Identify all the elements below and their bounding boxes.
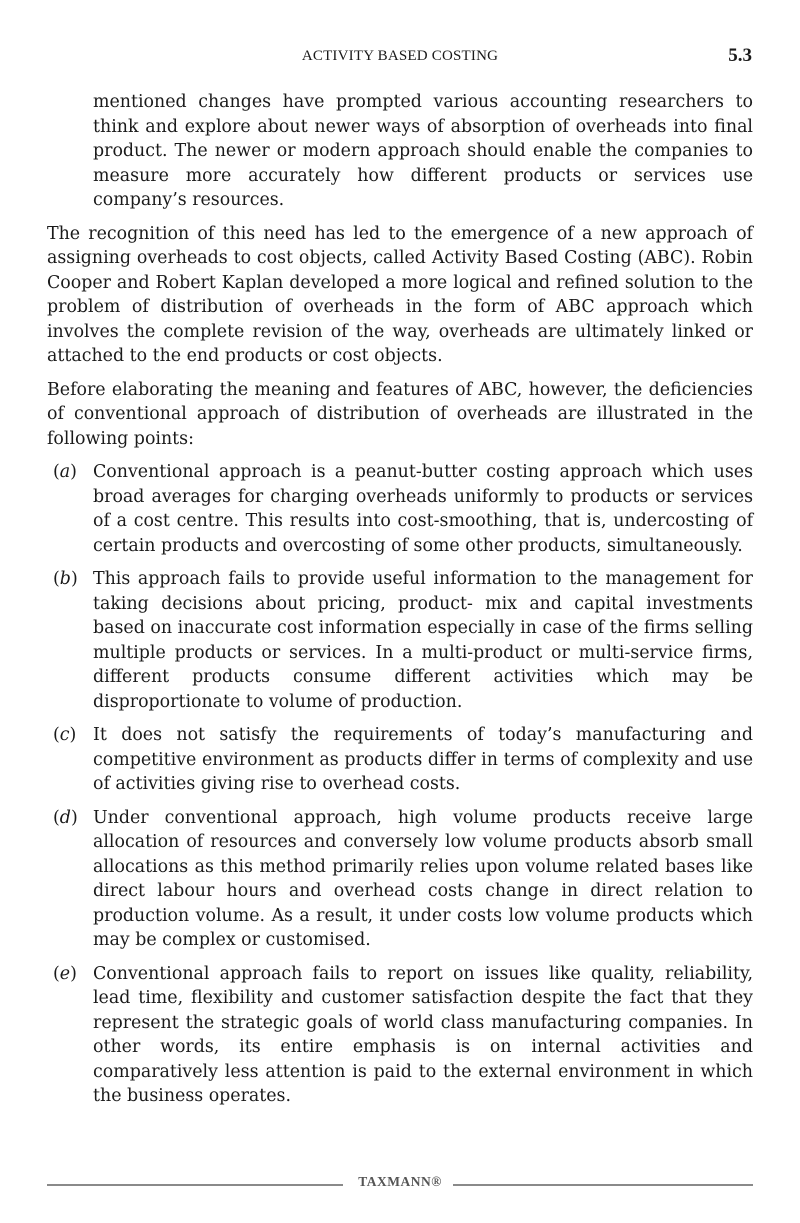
footer-rule-right [453,1184,753,1186]
footer-rule-left [47,1184,343,1186]
running-head [0,46,800,70]
list-item [47,567,753,714]
list-item-text: It does not satisfy the requirements of today’s manufacturing and competitive environment as products differ in terms of complexity and use of activities giving rise to overhead costs. [93,725,753,794]
list-item [47,723,753,797]
before-paragraph: Before elaborating the meaning and features of ABC, however, the deficiencies of conventional approach of distribution of overheads are illustrated in the following points: [47,379,753,449]
list-item-text: Under conventional approach, high volume products receive large allocation of resources and conversely low volume products absorb small allocations as this method primarily relies upon volume related bases like direct labour hours and overhead costs change in direct relation to production volume. As a result, it under costs low volume products which may be complex or customised. [93,807,753,950]
recognition-paragraph: The recognition of this need has led to the emergence of a new approach of assigning overheads to cost objects, called Activity Based Costing (ABC). Robin Cooper and Robert Kaplan developed a more logical and refined solution to the problem of distribution of overheads in the form of ABC approach which involves the complete revision of the way, overheads are ultimately linked or attached to the end products or cost objects. [47,223,753,366]
list-item-text: This approach fails to provide useful information to the management for taking decisions about pricing, product- mix and capital investments based on inaccurate cost information especially in case of the firms selling multiple products or services. In a multi-product or multi-service firms, different products consume different activities which may be disproportionate to volume of production. [93,569,753,712]
list-marker: (a) [53,462,77,482]
continued-paragraph: mentioned changes have prompted various accounting researchers to think and explore about newer ways of absorption of overheads into final product. The newer or modern approach should enable the companies to measure more accurately how different products or services use company’s resources. [93,92,753,210]
running-title: ACTIVITY BASED COSTING [301,48,499,64]
publisher-brand: TAXMANN® [358,1174,442,1189]
list-marker: (c) [53,725,77,745]
list-item [47,460,753,558]
list-marker: (d) [53,807,78,828]
list-item-text: Conventional approach fails to report on issues like quality, reliability, lead time, flexibility and customer satisfaction despite the fact that they represent the strategic goals of world class manufacturing companies. In other words, its entire emphasis is on internal activities and comparatively less attention is paid to the external environment in which the business operates. [93,963,753,1106]
body-text [47,90,753,1118]
list-marker: (e) [53,963,77,984]
list-item [47,962,753,1109]
page-number: 5.3 [728,45,752,66]
deficiency-list [47,460,753,1109]
list-item [47,806,753,953]
list-item-text: Conventional approach is a peanut-butter costing approach which uses broad averages for charging overheads uniformly to products or services of a cost centre. This results into cost-smoothing, that is, undercosting of certain products and overcosting of some other products, simultaneously. [93,462,753,556]
list-marker: (b) [53,569,78,589]
page-footer [47,1172,753,1198]
